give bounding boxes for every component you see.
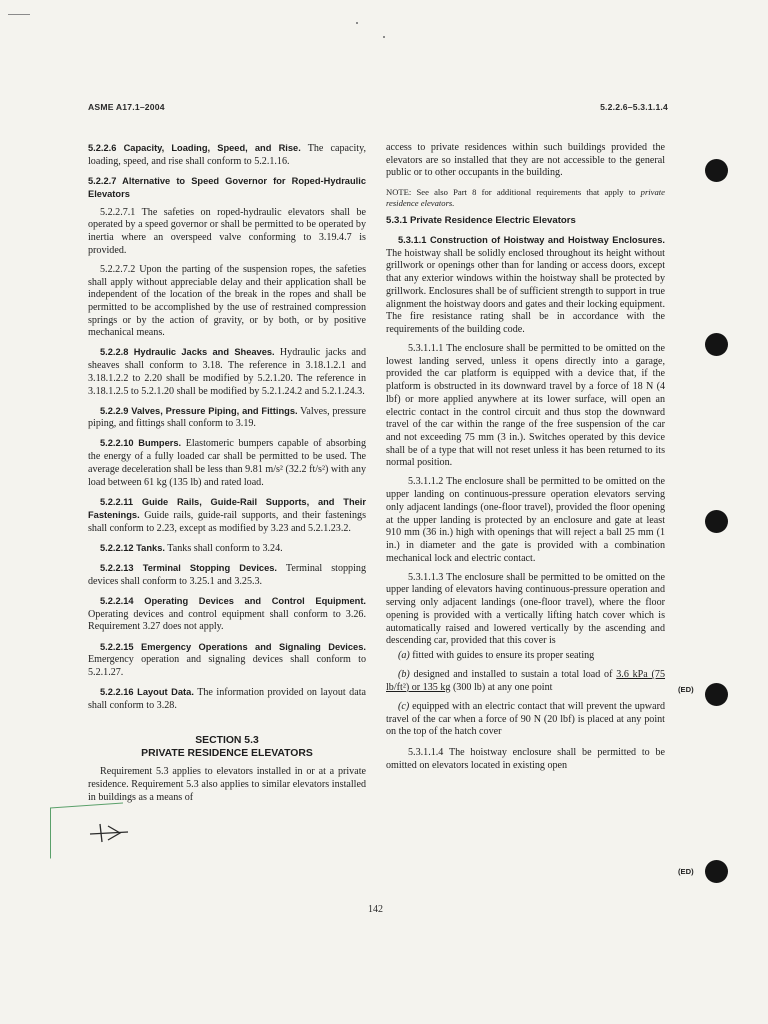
editorial-marker: (ED)	[678, 867, 694, 876]
paragraph	[386, 572, 665, 648]
section-title: PRIVATE RESIDENCE ELEVATORS	[141, 748, 313, 760]
paragraph	[88, 562, 366, 588]
item-text: (300 lb) at any one point	[450, 681, 553, 693]
paragraph	[88, 405, 366, 431]
clause-heading: 5.2.2.15 Emergency Operations and Signaling Devices.	[100, 641, 366, 652]
clause-heading: 5.2.2.14 Operating Devices and Control Equipment.	[100, 596, 366, 606]
clause-text: The information provided on layout data shall conform to 3.28.	[88, 687, 366, 711]
clause-number: 5.2.2.7.1	[100, 206, 136, 218]
page-number: 142	[368, 904, 383, 915]
clause-heading: 5.2.2.8 Hydraulic Jacks and Sheaves.	[100, 347, 275, 358]
clause-heading: 5.2.2.10 Bumpers.	[100, 438, 182, 449]
clause-number: 5.3.1.1.1	[408, 343, 444, 354]
clause-heading: 5.2.2.11 Guide Rails, Guide-Rail Supports, and Their Fastenings.	[88, 496, 366, 521]
list-item	[386, 669, 665, 694]
binder-hole	[705, 333, 728, 356]
clause-heading: 5.2.2.7 Alternative to Speed Governor for Roped-Hydraulic Elevators	[88, 175, 366, 199]
paragraph	[88, 437, 366, 489]
clause-text: Emergency operation and signaling devices shall conform to 5.2.1.27.	[88, 654, 366, 678]
item-label: (b)	[398, 669, 410, 681]
clause-heading: 5.2.2.13 Terminal Stopping Devices.	[100, 563, 278, 574]
running-header-right: 5.2.2.6–5.3.1.1.4	[600, 102, 668, 112]
paragraph	[88, 264, 366, 340]
scan-speck	[356, 22, 358, 24]
paragraph: access to private residences within such buildings provided the elevators are so installed that they are not accessible to the general public or to other occupants in the building.	[386, 142, 665, 179]
clause-text: The capacity, loading, speed, and rise shall conform to 5.2.1.16.	[88, 143, 366, 167]
subsection-heading: 5.3.1 Private Residence Electric Elevators	[386, 214, 576, 226]
clause-number: 5.3.1.1.2	[408, 476, 444, 488]
item-text: designed and installed to sustain a total load of	[409, 669, 617, 681]
paragraph	[386, 234, 665, 337]
paragraph	[88, 686, 366, 712]
paragraph	[88, 595, 366, 634]
clause-number: 5.2.2.7.2	[100, 263, 136, 275]
binder-hole	[705, 860, 728, 883]
item-text: fitted with guides to ensure its proper seating	[409, 649, 595, 661]
clause-text: Valves, pressure piping, and fittings shall conform to 3.19.	[88, 405, 366, 430]
scan-speck	[8, 14, 30, 15]
paragraph	[386, 747, 665, 772]
list-item	[386, 701, 665, 739]
clause-heading: 5.3.1.1 Construction of Hoistway and Hoistway Enclosures.	[398, 234, 665, 245]
list-item	[386, 650, 665, 663]
section-number: SECTION 5.3	[195, 735, 259, 747]
paragraph	[88, 496, 366, 536]
right-column	[386, 142, 665, 779]
clause-heading: 5.2.2.12 Tanks.	[100, 543, 165, 554]
clause-text: Operating devices and control equipment shall conform to 3.26. Requirement 3.27 does not apply.	[88, 608, 366, 633]
clause-text: Upon the parting of the suspension ropes, the safeties shall apply without appreciable delay and their application shall be independent of the location of the break in the ropes and shall be permitted to be accomplished by the use of restrained compression springs or by the action of gravity, or by both, or by positive mechanical means.	[88, 263, 366, 339]
clause-text: Tanks shall conform to 3.24.	[164, 543, 283, 555]
binder-hole	[705, 159, 728, 182]
paragraph: Requirement 5.3 applies to elevators installed in or at a private residence. Requirement 5.3 also applies to similar elevators installed in buildings as a means of	[88, 766, 366, 803]
paragraph	[88, 542, 366, 556]
note-text: NOTE: See also Part 8 for additional requirements that apply to	[386, 186, 641, 197]
running-header-left: ASME A17.1–2004	[88, 102, 165, 112]
item-text: equipped with an electric contact that will prevent the upward travel of the car when a force of 90 N (20 lbf) is placed at any point on the top of the hatch cover	[386, 700, 665, 738]
paragraph	[88, 346, 366, 398]
clause-text: The enclosure shall be permitted to be omitted on the upper landing on continuous-pressure operation elevators serving only adjacent landings (one-floor travel), provided the floor opening at the upper landing is protected by an enclosure and gate at least 910 mm (36 in.) high with openings that will reject a ball 25 mm (1 in.) in diameter and the gate is provided with a combination mechanical lock and electric contact.	[386, 476, 665, 564]
clause-text: The enclosure shall be permitted to be omitted on the lowest landing served, unless it opens directly into a garage, provided the car platform is equipped with a device that, if the platform is obstructed in its downward travel by a force of 18 N (4 lbf) or more applied anywhere at its lower surface, will open an electric contact in the control circuit and thus stop the downward travel of the car within the range of the free suspension of the car and not exceeding 75 mm (3 in.). Switches operated by this device shall be of a type that will not reset unless it has been returned to its normal position.	[386, 343, 665, 469]
left-column	[88, 142, 366, 811]
clause-text: Guide rails, guide-rail supports, and their fastenings shall conform to 2.23, except as modified by 3.23 and 5.2.1.23.2.	[88, 510, 366, 535]
section-heading	[88, 734, 366, 760]
scan-speck	[383, 36, 385, 38]
editorial-marker: (ED)	[678, 685, 694, 694]
note-italic: private residence elevators.	[386, 186, 665, 208]
note	[386, 187, 665, 209]
paragraph	[386, 476, 665, 565]
clause-number: 5.3.1.1.3	[408, 571, 444, 583]
handwritten-arrow-icon	[88, 822, 132, 844]
paragraph	[386, 343, 665, 470]
clause-text: Terminal stopping devices shall conform to 3.25.1 and 3.25.3.	[88, 563, 366, 587]
clause-text: The hoistway shall be solidly enclosed throughout its height without grillwork or openings other than for landing or access doors, except that any exterior windows within the hoistway shall be protected by grillwork. Enclosures shall be of sufficient strength to support in true alignment the hoistway doors and gates and their locking equipment. The fire resistance rating shall be in accordance with the requirements of the building code.	[386, 247, 665, 335]
paragraph	[88, 641, 366, 680]
clause-text: The safeties on roped-hydraulic elevators shall be operated by a speed governor or shall be permitted to be operated by inertia where an overspeed valve conforming to 3.19.4.7 is provided.	[88, 206, 366, 256]
paragraph	[88, 142, 366, 168]
handwritten-underline-text: 3.6 kPa (75 lb/ft²) or 135 kg	[386, 669, 666, 693]
clause-heading: 5.2.2.6 Capacity, Loading, Speed, and Rise.	[88, 143, 301, 153]
clause-text: Hydraulic jacks and sheaves shall conform to 3.18. The reference in 3.18.1.2.1 and 3.18.1.2.2 to 2.20 shall be modified by 5.2.1.20. The reference in 3.18.1.2.5 to 5.2.1.20 shall be modified by 5.2.1.24.2 and 5.2.1.24.3.	[88, 347, 366, 397]
binder-hole	[705, 683, 728, 706]
paragraph	[88, 207, 366, 258]
clause-number: 5.3.1.1.4	[408, 746, 444, 758]
item-label: (c)	[398, 700, 410, 712]
binder-hole	[705, 510, 728, 533]
clause-heading: 5.2.2.16 Layout Data.	[100, 687, 194, 697]
clause-text: Elastomeric bumpers capable of absorbing the energy of a fully loaded car shall be permitted to be used. The average deceleration shall be less than 9.81 m/s² (32.2 ft/s²) with any load between 61 kg (135 lb) and rated load.	[88, 438, 366, 488]
clause-heading: 5.2.2.9 Valves, Pressure Piping, and Fittings.	[100, 405, 298, 416]
clause-text: The enclosure shall be permitted to be omitted on the upper landing of elevators having continuous-pressure operation and serving only adjacent landings (one-floor travel), where the floor opening is provided with a vertically lifting hatch cover which is automatically raised and lowered vertically by the ascending and descending car, provided that this cover is	[386, 571, 665, 647]
clause-text: The hoistway enclosure shall be permitted to be omitted on elevators located in existing open	[386, 746, 665, 771]
item-label: (a)	[398, 649, 410, 661]
